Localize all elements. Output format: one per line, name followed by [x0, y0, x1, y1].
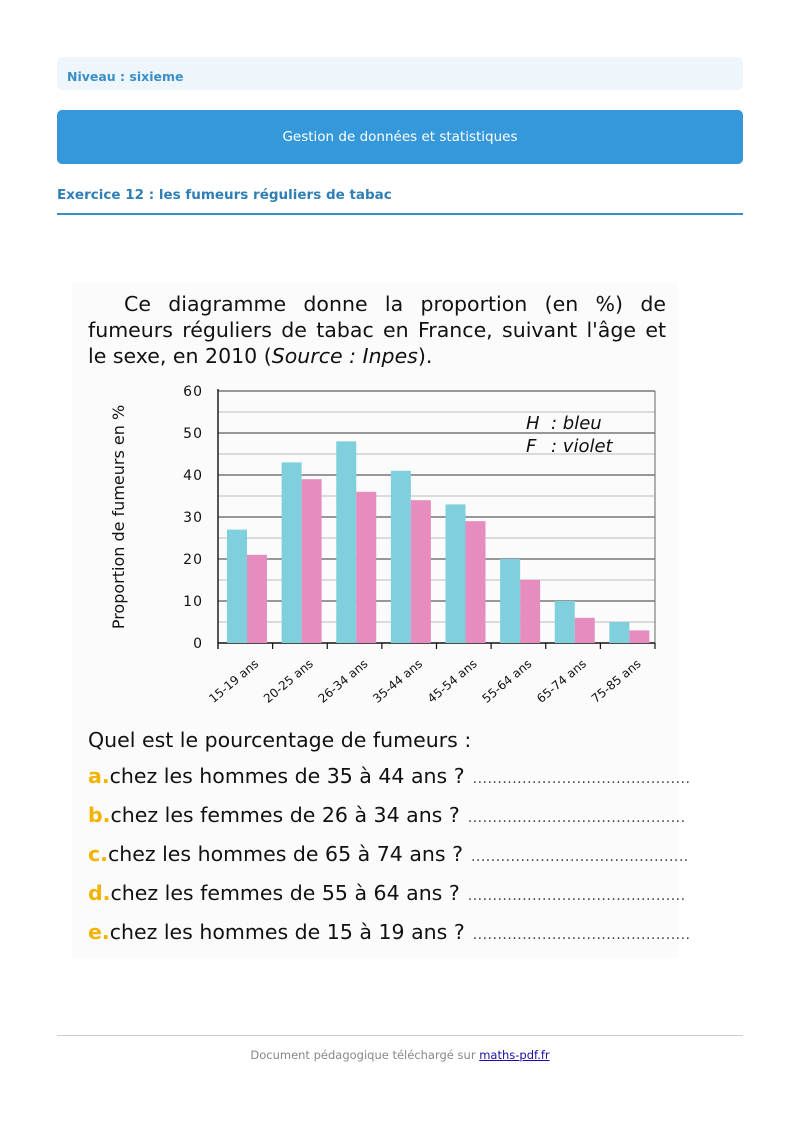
exercise-figure: [72, 283, 691, 958]
x-tick-label: 20-25 ans: [260, 656, 316, 706]
answer-blank[interactable]: ............................................: [467, 888, 686, 904]
exercise-title: Exercice 12 : les fumeurs réguliers de tabac: [57, 187, 743, 215]
bar-f: [466, 521, 486, 643]
bar-h: [500, 559, 520, 643]
bar-h: [391, 471, 411, 643]
intro-text-1: Ce diagramme donne la proportion (en %) de fumeurs réguliers de tabac en France, suivant l'âge et le sexe, en 2010 (: [88, 292, 666, 368]
y-tick-label: 10: [183, 594, 203, 610]
bar-f: [575, 618, 595, 643]
question-text: chez les hommes de 65 à 74 ans ?: [107, 842, 463, 866]
bar-h: [336, 441, 356, 643]
question-letter: d.: [88, 881, 111, 905]
y-axis-title: Proportion de fumeurs en %: [109, 404, 128, 630]
answer-blank[interactable]: ............................................: [472, 927, 691, 943]
legend-key: F: [526, 436, 537, 457]
question-letter: a.: [88, 764, 110, 788]
questions-heading: Quel est le pourcentage de fumeurs :: [88, 728, 472, 752]
question-a: [88, 764, 691, 803]
questions-block: [88, 726, 691, 959]
bar-f: [247, 555, 267, 643]
x-tick-label: 26-34 ans: [315, 656, 371, 706]
answer-blank[interactable]: ............................................: [467, 810, 686, 826]
y-tick-label: 30: [183, 510, 203, 526]
question-letter: e.: [88, 920, 110, 944]
x-tick-label: 35-44 ans: [370, 656, 426, 706]
y-tick-label: 0: [193, 636, 203, 652]
y-tick-label: 50: [183, 426, 203, 442]
bar-h: [282, 462, 302, 643]
bar-f: [302, 479, 322, 643]
question-b: [88, 803, 686, 842]
question-letter: b.: [88, 803, 111, 827]
bar-h: [555, 601, 575, 643]
footer-link[interactable]: maths-pdf.fr: [479, 1048, 550, 1062]
bar-h: [609, 622, 629, 643]
bar-f: [411, 500, 431, 643]
question-letter: c.: [88, 842, 108, 866]
y-tick-label: 20: [183, 552, 203, 568]
footer-text: Document pédagogique téléchargé sur: [250, 1048, 480, 1062]
x-tick-label: 15-19 ans: [206, 656, 262, 706]
intro-source: Source : Inpes: [271, 344, 418, 368]
x-tick-label: 75-85 ans: [588, 656, 644, 706]
y-tick-label: 60: [183, 384, 203, 400]
question-text: chez les hommes de 15 à 19 ans ?: [109, 920, 465, 944]
question-d: [88, 881, 686, 920]
topic-title: Gestion de données et statistiques: [282, 129, 518, 145]
footer: [0, 1048, 800, 1062]
legend-label: : bleu: [551, 413, 602, 434]
answer-blank[interactable]: ............................................: [470, 849, 689, 865]
x-tick-label: 65-74 ans: [534, 656, 589, 706]
footer-divider: [57, 1035, 743, 1036]
question-c: [88, 842, 689, 881]
topic-banner: [57, 110, 743, 164]
legend-label: : violet: [551, 436, 613, 457]
question-e: [88, 920, 691, 959]
y-tick-label: 40: [183, 468, 203, 484]
level-label: Niveau : sixieme: [67, 69, 184, 84]
intro-text-2: ).: [417, 344, 433, 368]
legend-key: H: [526, 413, 540, 434]
level-box: [57, 57, 743, 90]
question-text: chez les hommes de 35 à 44 ans ?: [109, 764, 465, 788]
bar-h: [227, 530, 247, 643]
bar-chart: [72, 283, 678, 723]
bar-h: [446, 504, 466, 643]
answer-blank[interactable]: ............................................: [472, 771, 691, 787]
bar-f: [629, 630, 649, 643]
x-tick-label: 55-64 ans: [479, 656, 535, 706]
question-text: chez les femmes de 26 à 34 ans ?: [110, 803, 460, 827]
question-text: chez les femmes de 55 à 64 ans ?: [110, 881, 460, 905]
bar-f: [520, 580, 540, 643]
x-tick-label: 45-54 ans: [424, 656, 480, 706]
bar-f: [356, 492, 376, 643]
